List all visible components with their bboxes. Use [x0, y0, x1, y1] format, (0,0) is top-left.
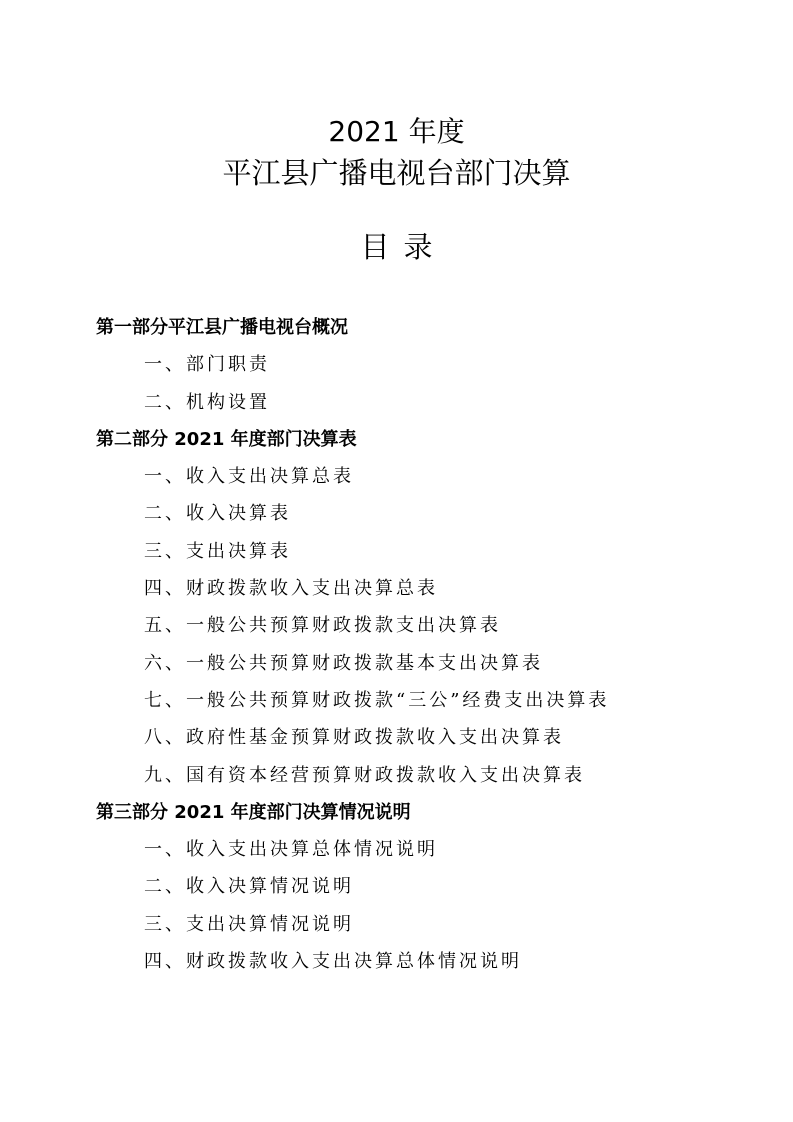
toc-item[interactable]: 七、一般公共预算财政拨款“三公”经费支出决算表	[144, 689, 610, 711]
toc-item[interactable]: 二、收入决算情况说明	[144, 876, 354, 898]
toc-item[interactable]: 二、收入决算表	[144, 503, 291, 525]
document-year-title: 2021 年度	[328, 115, 465, 148]
toc-item[interactable]: 四、财政拨款收入支出决算总表	[144, 578, 438, 600]
toc-item[interactable]: 二、机构设置	[144, 391, 270, 413]
toc-item[interactable]: 八、政府性基金预算财政拨款收入支出决算表	[144, 727, 564, 749]
toc-item[interactable]: 三、支出决算表	[144, 540, 291, 562]
toc-part-3-heading[interactable]: 第三部分 2021 年度部门决算情况说明	[96, 801, 411, 823]
toc-item[interactable]: 三、支出决算情况说明	[144, 913, 354, 935]
toc-heading: 目录	[360, 230, 447, 264]
toc-part-1-heading[interactable]: 第一部分平江县广播电视台概况	[96, 317, 348, 338]
toc-item[interactable]: 一、收入支出决算总体情况说明	[144, 839, 438, 861]
toc-item[interactable]: 一、收入支出决算总表	[144, 466, 354, 488]
toc-item[interactable]: 五、一般公共预算财政拨款支出决算表	[144, 615, 501, 637]
toc-part-2-heading[interactable]: 第二部分 2021 年度部门决算表	[96, 428, 357, 450]
toc-item[interactable]: 九、国有资本经营预算财政拨款收入支出决算表	[144, 764, 585, 786]
toc-item[interactable]: 一、部门职责	[144, 354, 270, 376]
table-of-contents	[0, 309, 793, 980]
document-main-title: 平江县广播电视台部门决算	[222, 156, 571, 190]
toc-item[interactable]: 六、一般公共预算财政拨款基本支出决算表	[144, 652, 543, 674]
toc-item[interactable]: 四、财政拨款收入支出决算总体情况说明	[144, 951, 522, 973]
